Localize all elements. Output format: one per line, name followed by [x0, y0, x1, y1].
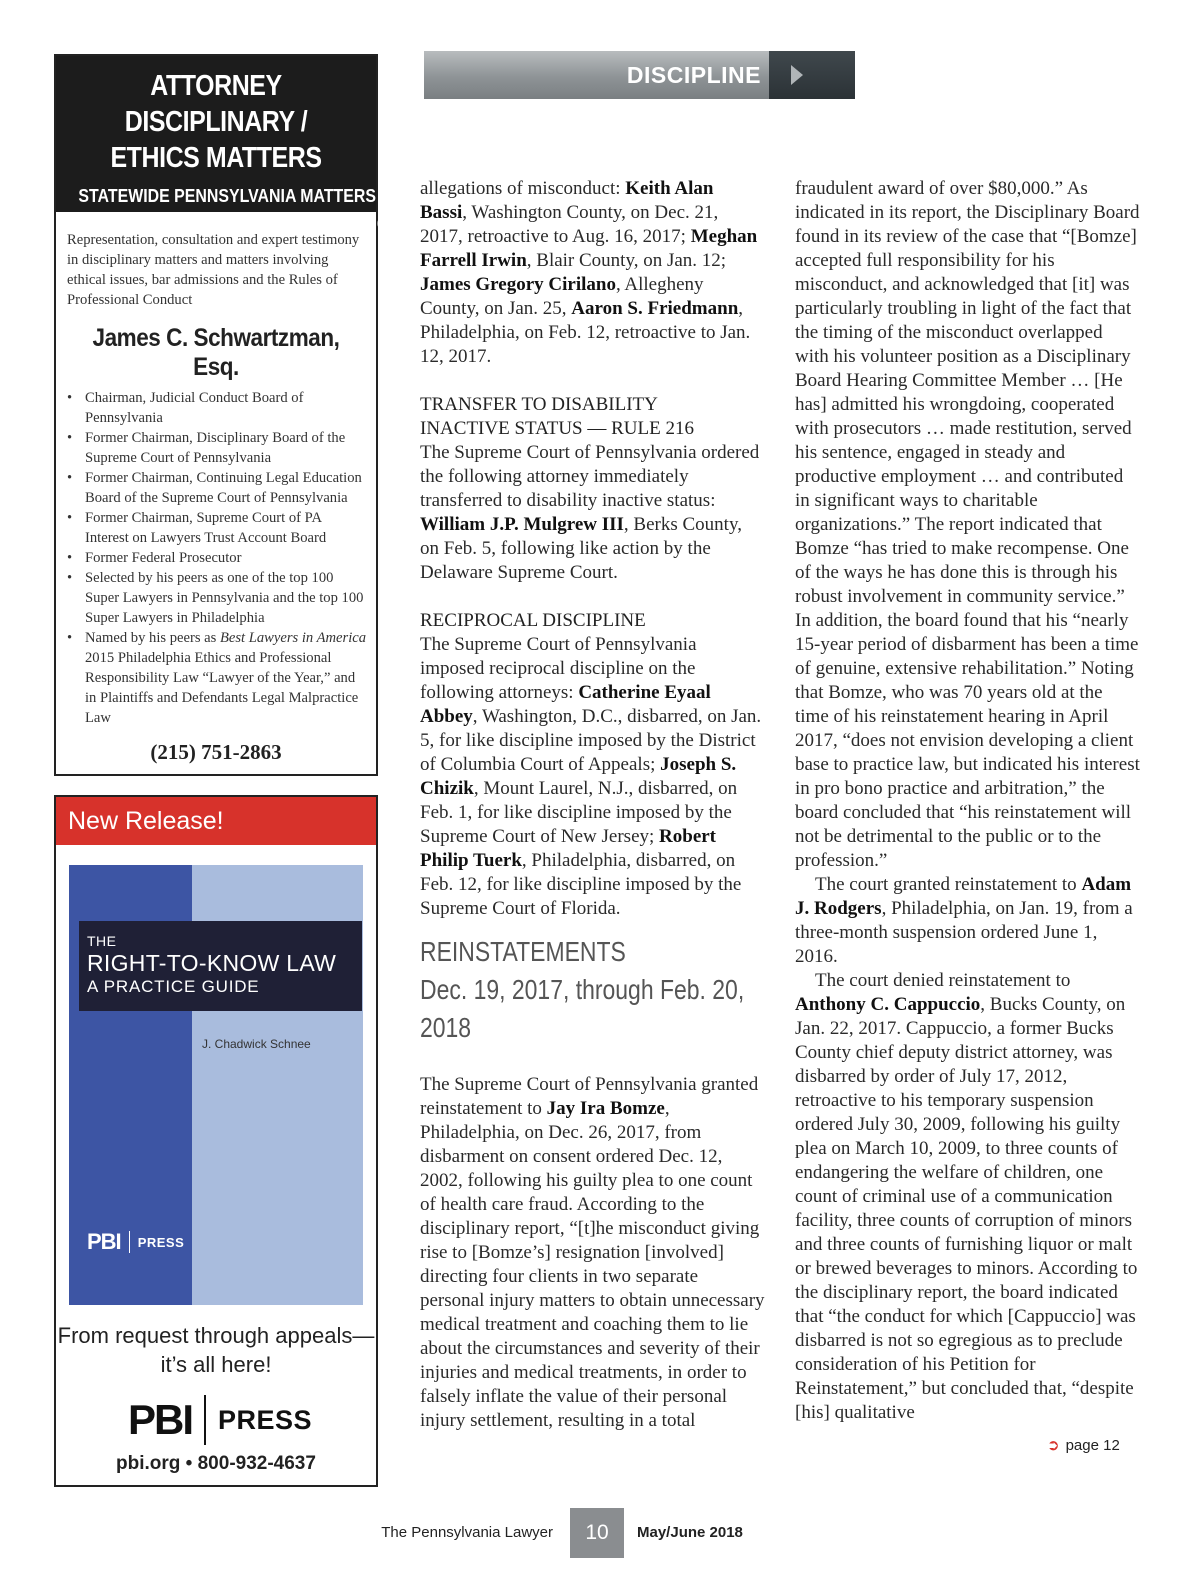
credential-item — [67, 628, 368, 728]
ethics-ad-header — [56, 56, 401, 234]
book-title: RIGHT-TO-KNOW LAW — [87, 950, 337, 976]
press-logo-text: PRESS — [218, 1404, 313, 1435]
continued-label: page 12 — [1065, 1437, 1120, 1454]
pbi-contact: pbi.org • 800-932-4637 — [116, 1453, 316, 1474]
attorney-name: William J.P. Mulgrew III — [420, 514, 624, 535]
section-header-label: DISCIPLINE — [626, 62, 761, 88]
triangle-right-icon — [791, 65, 803, 85]
attorney-name: Jay Ira Bomze — [546, 1098, 665, 1119]
pbi-press-logo — [128, 1395, 312, 1445]
continued-link[interactable] — [1047, 1436, 1120, 1454]
reinstatements-heading-line1: REINSTATEMENTS — [420, 936, 626, 967]
ethics-ad-title-line2: ETHICS MATTERS — [110, 142, 322, 174]
pbi-logo-text: PBI — [128, 1396, 193, 1443]
attorney-name: Anthony C. Cappuccio — [795, 994, 981, 1015]
footer-issue-date: May/June 2018 — [637, 1524, 743, 1541]
credential-item: • Former Chairman, Supreme Court of PA Interest on Lawyers Trust Account Board — [67, 508, 368, 548]
credential-item: • Former Federal Prosecutor — [67, 548, 368, 568]
disability-heading-line2: INACTIVE STATUS — RULE 216 — [420, 418, 694, 439]
disability-heading-line1: TRANSFER TO DISABILITY — [420, 394, 658, 415]
book-publisher-press: PRESS — [137, 1234, 185, 1250]
credential-item: • Selected by his peers as one of the top 100 Super Lawyers in Pennsylvania and the top 100 Super Lawyers in Philadelphia — [67, 568, 368, 628]
disability-paragraph: The Supreme Court of Pennsylvania ordered the following attorney immediately transferred to disability inactive status: William J.P. Mulgrew III, Berks County, on Feb. 5, following like action by the Delaware Supreme Court. — [420, 442, 760, 583]
attorney-name: Catherine Eyaal Abbey — [420, 682, 711, 727]
disability-heading — [420, 393, 765, 441]
arrow-right-icon: ➲ — [1047, 1437, 1060, 1454]
ethics-ad-subtitle-line2: NO CHARGE FOR INITIAL CONSULTATION — [78, 213, 401, 234]
footer-publication: The Pennsylvania Lawyer — [381, 1524, 553, 1541]
book-title-the: THE — [87, 933, 117, 949]
new-release-tagline — [56, 1321, 376, 1379]
page-footer — [0, 1508, 1200, 1558]
ethics-ad-description: Representation, consultation and expert testimony in disciplinary matters and matters involving ethical issues, bar admissions and the Rules of Professional Conduct — [67, 232, 360, 308]
book-publisher-logo — [87, 1229, 184, 1255]
tagline-line1: From request through appeals— — [57, 1323, 375, 1348]
article-column-1 — [420, 177, 765, 1433]
credential-item: • Chairman, Judicial Conduct Board of Pennsylvania — [67, 388, 368, 428]
bomze-paragraph: The Supreme Court of Pennsylvania granted reinstatement to Jay Ira Bomze, Philadelphia, on Dec. 26, 2017, from disbarment on consent ordered Dec. 12, 2002, following his guilty plea to one count of health care fraud. According to the disciplinary report, “[t]he misconduct giving rise to [Bomze’s] resignation [involved] directing four clients in two separate personal injury matters to obtain unnecessary medical treatment and coaching them to lie about the circumstances and severity of their injuries and medical treatments, in order to falsely inflate the value of their personal injury settlement, resulting in a total — [420, 1074, 765, 1431]
credential-text: Named by his peers as — [85, 630, 220, 646]
attorney-name: Meghan Farrell Irwin — [420, 226, 758, 271]
bomze-continued-paragraph: fraudulent award of over $80,000.” As indicated in its report, the Disciplinary Board found in its review of the case that “[Bomze] accepted full responsibility for his misconduct, and acknowledged that [it] was particularly troubling in light of the fact that the timing of the misconduct overlapped with his volunteer position as a Disciplinary Board Hearing Committee Member … [He has] admitted his wrongdoing, cooperated with prosecutors … made restitution, served his sentence, engaged in steady and productive employment … and contributed in significant ways to charitable organizations.” The report indicated that Bomze “has tried to make recompense. One of the ways he has done this is through his robust involvement in community service.” In addition, the board found that his “nearly 15-year period of disbarment has been a time of genuine, extensive rehabilitation.” Noting that Bomze, who was 70 years old at the time of his reinstatement hearing in April 2017, “does not envision developing a client base to practice law, but indicated his interest in pro bono practice and arbitration,” the board concluded that “his reinstatement will not be detrimental to the public or to the profession.” — [795, 178, 1140, 871]
pbi-logo-divider — [204, 1395, 206, 1445]
attorney-name: Aaron S. Friedmann — [571, 298, 739, 319]
credential-italic-text: Best Lawyers in America — [219, 630, 367, 646]
rodgers-paragraph: The court granted reinstatement to Adam J. Rodgers, Philadelphia, on Jan. 19, from a three-month suspension ordered June 1, 2016. — [795, 874, 1133, 967]
reinstatements-heading-line2: Dec. 19, 2017, through Feb. 20, 2018 — [420, 974, 745, 1043]
tagline-line2: it’s all here! — [160, 1352, 272, 1377]
reciprocal-paragraph: The Supreme Court of Pennsylvania imposed reciprocal discipline on the following attorneys: Catherine Eyaal Abbey, Washington, D.C., disbarred, on Jan. 5, for like discipline imposed by the District of Columbia Court of Appeals; Joseph S. Chizik, Mount Laurel, N.J., disbarred, on Feb. 1, for like discipline imposed by the Supreme Court of New Jersey; Robert Philip Tuerk, Philadelphia, disbarred, on Feb. 12, for like discipline imposed by the Supreme Court of Florida. — [420, 634, 762, 919]
ethics-ad — [54, 54, 401, 776]
ethics-ad-subtitle-line1: STATEWIDE PENNSYLVANIA MATTERS — [78, 185, 376, 206]
ethics-ad-phone: (215) 751-2863 — [150, 740, 282, 764]
book-cover — [69, 865, 363, 1305]
new-release-banner: New Release! — [56, 797, 376, 845]
section-header — [424, 51, 855, 99]
credential-item: • Former Chairman, Continuing Legal Education Board of the Supreme Court of Pennsylvania — [67, 468, 368, 508]
book-publisher-pbi: PBI — [87, 1229, 121, 1254]
attorney-name: Keith Alan Bassi — [420, 178, 714, 223]
cappuccio-paragraph: The court denied reinstatement to Anthony C. Cappuccio, Bucks County, on Jan. 22, 2017. Cappuccio, a former Bucks County chief deputy district attorney, was disbarred by order of July 17, 2012, retroactive to his temporary suspension ordered July 30, 2009, following his guilty plea on March 10, 2009, to three counts of endangering the welfare of children, one count of criminal use of a communication facility, three counts of corruption of minors and three counts of furnishing liquor or malt or brewed beverages to minors. According to the disciplinary report, the board indicated that “the conduct for which [Cappuccio] was disbarred is not so egregious as to preclude consideration of his Petition for Reinstatement,” but concluded that, “despite [his] qualitative — [795, 970, 1138, 1423]
attorney-name: Joseph S. Chizik — [420, 754, 737, 799]
book-author: J. Chadwick Schnee — [202, 1037, 311, 1051]
suspension-list-paragraph: allegations of misconduct: Keith Alan Bassi, Washington County, on Dec. 21, 2017, retroactive to Aug. 16, 2017; Meghan Farrell Irwin, Blair County, on Jan. 12; James Gregory Cirilano, Allegheny County, on Jan. 25, Aaron S. Friedmann, Philadelphia, on Feb. 12, retroactive to Jan. 12, 2017. — [420, 178, 758, 367]
attorney-name: Robert Philip Tuerk — [420, 826, 717, 871]
reciprocal-heading: RECIPROCAL DISCIPLINE — [420, 610, 646, 631]
ethics-ad-credentials — [56, 382, 376, 728]
section-header-dark-tab — [769, 51, 855, 99]
credential-item: • Former Chairman, Disciplinary Board of the Supreme Court of Pennsylvania — [67, 428, 368, 468]
reinstatements-heading — [420, 933, 764, 1047]
book-publisher-divider — [129, 1231, 130, 1253]
new-release-ad — [54, 795, 378, 1487]
book-subtitle: A PRACTICE GUIDE — [87, 977, 260, 996]
article-column-2 — [795, 177, 1140, 1425]
attorney-name: James Gregory Cirilano — [420, 274, 616, 295]
attorney-name: Adam J. Rodgers — [795, 874, 1132, 919]
credential-text: 2015 Philadelphia Ethics and Professional Responsibility Law “Lawyer of the Year,” and in Plaintiffs and Defendants Legal Malpractice Law — [85, 650, 359, 726]
book-title-band — [79, 921, 362, 1011]
ethics-ad-attorney-name: James C. Schwartzman, Esq. — [92, 324, 340, 381]
footer-page-number: 10 — [570, 1508, 624, 1558]
ethics-ad-title-line1: ATTORNEY DISCIPLINARY / — [124, 70, 308, 138]
